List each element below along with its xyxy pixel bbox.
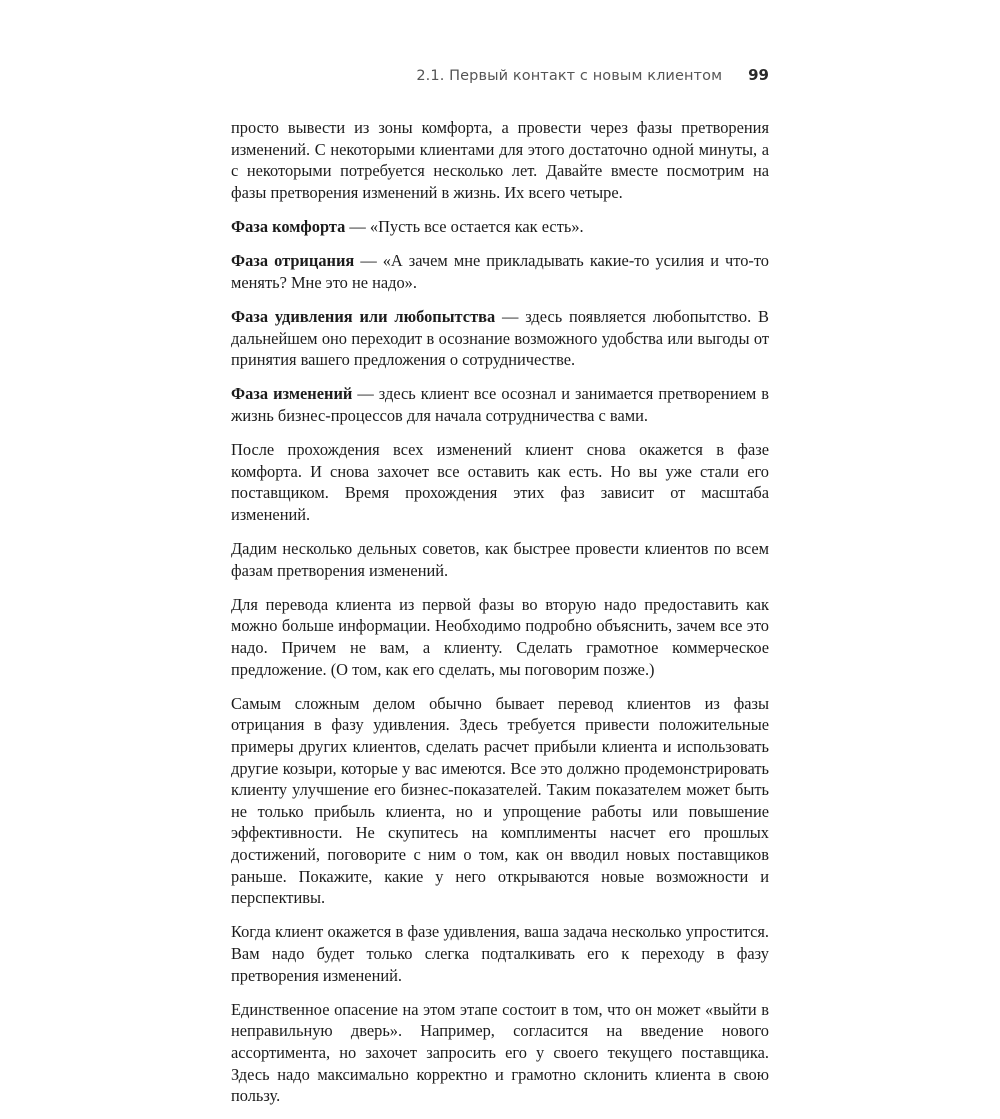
phase-comfort-term: Фаза комфорта xyxy=(231,216,346,236)
phase-change-term: Фаза изменений xyxy=(231,384,353,404)
phase-change-text: — здесь клиент все осознал и занимается претворением в жизнь бизнес-процессов для начала сотрудничества с вами. xyxy=(231,384,769,425)
phase-curiosity-text: — здесь появляется любопытство. В дальнейшем оно переходит в осознание возможного удобства или выгоды от принятия вашего предложения о сотрудничестве. xyxy=(231,306,769,370)
paragraph-surprise-phase: Когда клиент окажется в фазе удивления, ваша задача несколько упростится. Вам надо будет только слегка подталкивать его к переходу в фазу претворения изменений. xyxy=(231,922,769,985)
paragraph-phase-curiosity xyxy=(231,306,769,371)
page-number: 99 xyxy=(748,66,769,84)
paragraph-after-changes: После прохождения всех изменений клиент снова окажется в фазе комфорта. И снова захочет все оставить как есть. Но вы уже стали его поставщиком. Время прохождения этих фаз зависит от масштаба изменений. xyxy=(231,440,769,524)
phase-curiosity-term: Фаза удивления или любопытства xyxy=(231,306,496,326)
paragraph-phase-comfort xyxy=(231,216,769,238)
paragraph-phase-denial xyxy=(231,250,769,293)
paragraph-advice-intro: Дадим несколько дельных советов, как быстрее провести клиентов по всем фазам претворения изменений. xyxy=(231,539,769,580)
phase-denial-term: Фаза отрицания xyxy=(231,251,355,271)
paragraph-intro: просто вывести из зоны комфорта, а провести через фазы претворения изменений. С некоторыми клиентами для этого достаточно одной минуты, а с некоторыми потребуется несколько лет. Давайте вместе посмотрим на фазы претворения изменений в жизнь. Их всего четыре. xyxy=(231,118,769,202)
body-text xyxy=(231,117,769,1119)
paragraph-denial-to-surprise: Самым сложным делом обычно бывает перевод клиентов из фазы отрицания в фазу удивления. Здесь требуется привести положительные примеры других клиентов, сделать расчет прибыли клиента и использовать другие козыри, которые у вас имеются. Все это должно продемонстрировать клиенту улучшение его бизнес-показателей. Таким показателем может быть не только прибыль клиента, но и упрощение работы или повышение эффективности. Не скупитесь на комплименты насчет его прошлых достижений, поговорите с ним о том, как он вводил новых поставщиков раньше. Покажите, какие у него открываются новые возможности и перспективы. xyxy=(231,693,769,908)
paragraph-first-to-second: Для перевода клиента из первой фазы во вторую надо предоставить как можно больше информации. Необходимо подробно объяснить, зачем все это надо. Причем не вам, а клиенту. Сделать грамотное коммерческое предложение. (О том, как его сделать, мы поговорим позже.) xyxy=(231,594,769,679)
phase-denial-text: — «А зачем мне прикладывать какие-то усилия и что-то менять? Мне это не надо». xyxy=(231,251,770,292)
paragraph-phase-change xyxy=(231,383,769,426)
running-header xyxy=(231,66,769,90)
phase-comfort-text: — «Пусть все остается как есть». xyxy=(345,216,584,236)
paragraph-only-concern: Единственное опасение на этом этапе состоит в том, что он может «выйти в неправильную дверь». Например, согласится на введение нового ассортимента, но захочет запросить его у своего текущего поставщика. Здесь надо максимально корректно и грамотно склонить клиента в свою пользу. xyxy=(231,999,769,1106)
running-title: 2.1. Первый контакт с новым клиентом xyxy=(416,68,723,84)
